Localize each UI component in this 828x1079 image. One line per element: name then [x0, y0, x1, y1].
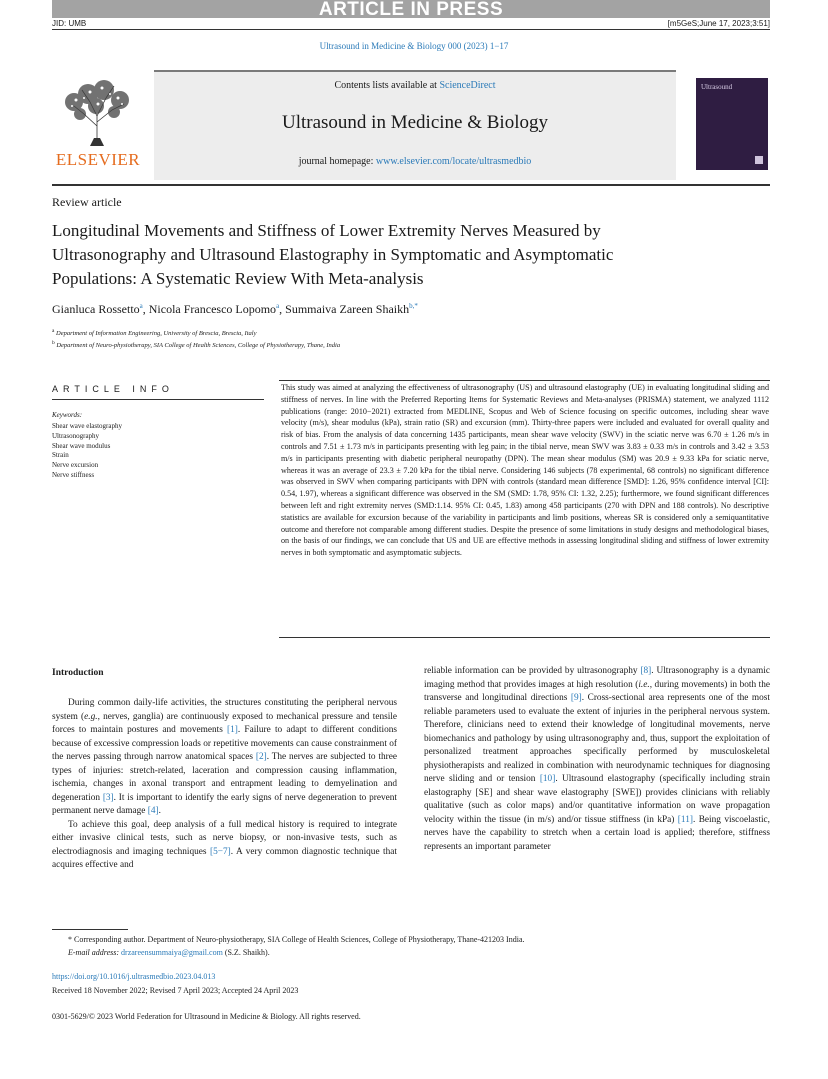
author-list — [52, 302, 418, 317]
citation-link[interactable]: [4] — [147, 806, 159, 816]
footnote-rule — [52, 929, 128, 930]
body-text: During common daily-life activities, the structures constituting the peripheral nervous system ( — [52, 698, 397, 722]
abstract-top-rule — [279, 380, 770, 381]
sciencedirect-link[interactable]: ScienceDirect — [439, 80, 496, 91]
journal-masthead — [154, 70, 676, 180]
body-column-right — [424, 665, 770, 854]
elsevier-tree-icon — [54, 76, 140, 148]
body-text: To achieve this goal, deep analysis of a full medical history is required to integrate either invasive clinical tests, such as nerve biopsy, or non-invasive tests, such as electrodiagnosis and imaging techniques — [52, 819, 397, 857]
homepage-link[interactable]: www.elsevier.com/locate/ultrasmedbio — [375, 156, 532, 167]
author-separator: , — [142, 302, 149, 316]
body-text: , during movements) in both the transverse and longitudinal directions — [424, 679, 770, 703]
citation-link[interactable]: [9] — [570, 693, 582, 703]
body-text: reliable information can be provided by ultrasonography — [424, 666, 641, 676]
body-text: e.g. — [84, 711, 98, 722]
elsevier-logo — [52, 72, 144, 172]
author-name[interactable]: Summaiva Zareen Shaikh — [285, 302, 410, 316]
body-text: . It is important to identify the early signs of nerve degeneration to prevent permanent nerve damage — [52, 792, 397, 816]
keyword-item: Strain — [52, 451, 69, 460]
author-name[interactable]: Gianluca Rossetto — [52, 302, 140, 316]
body-text: . Being viscoelastic, nerves have the capability to stretch when a certain load is applied; therefore, stiffness represents an important parameter — [424, 814, 771, 852]
keyword-item: Shear wave elastography — [52, 422, 122, 430]
article-in-press-banner: ARTICLE IN PRESS — [52, 0, 770, 18]
body-paragraph — [52, 819, 397, 873]
copyright-line: 0301-5629/© 2023 World Federation for Ultrasound in Medicine & Biology. All rights reserved. — [52, 1012, 361, 1021]
journal-id: JID: UMB — [52, 19, 87, 28]
keyword-item: Nerve stiffness — [52, 470, 95, 479]
citation-link[interactable]: [10] — [539, 774, 556, 784]
citation-link[interactable]: [11] — [677, 814, 693, 825]
author-name[interactable]: Nicola Francesco Lopomo — [148, 302, 277, 316]
citation-link[interactable]: [5−7] — [210, 846, 231, 857]
citation-link[interactable]: [2] — [255, 752, 267, 762]
cover-title: Ultrasound — [701, 83, 733, 91]
keyword-item: Shear wave modulus — [52, 441, 111, 450]
citation-link[interactable]: [1] — [227, 725, 238, 735]
body-text: , nerves, ganglia) are continuously exposed to mechanical pressure and tensile forces to maintain postures and movements — [52, 711, 397, 735]
body-text: . Ultrasonography is a dynamic imaging method that provides images at high resolution ( — [424, 666, 770, 690]
body-text: . Cross-sectional area represents one of the most reliable parameters used to evaluate the extent of injuries in the peripheral nervous system. Therefore, clinicians need to extend their knowledge of longitudinal movements, nerve biomechanics and pathology by using ultrasonography and, thus, support the exploitation of personalized treatment approaches specifically performed by musculoskeletal physiotherapists and realized in combination with neurodynamic techniques for diagnosing nerve sliding and or tension — [424, 693, 771, 784]
abstract-bottom-rule — [279, 637, 770, 638]
email-link[interactable]: drzareensummaiya@gmail.com — [121, 948, 223, 957]
email-note: E-mail address: drzareensummaiya@gmail.com (S.Z. Shaikh). — [68, 948, 270, 957]
received-dates: Received 18 November 2022; Revised 7 April 2023; Accepted 24 April 2023 — [52, 986, 299, 995]
citation-link[interactable]: [3] — [102, 792, 114, 803]
body-column-left — [52, 697, 397, 873]
body-text: i.e. — [638, 679, 650, 690]
article-info-heading: ARTICLE INFO — [52, 384, 174, 394]
body-text: . Ultrasound elastography (specifically including strain elastography [SE] and shear wave elastography [SWE]) provides clinicians with reliably qualitative (such as color maps) and/or quantitative information on wave propagation velocity within the tissue (in m/s) and/or tissue stiffness (in kPa) — [424, 774, 770, 825]
body-text: . The nerves are subjected to three types of injuries: stretch-related, laceration and compression causing inflammation, ischemia, changes in axonal transport and entrapment leading to demyelination and degeneration — [52, 752, 397, 803]
cover-emblem — [755, 156, 763, 164]
affiliation-b: $^b$ Department of Neuro-physiotherapy, SIA College of Health Sciences, College of Physiotherapy, Thane, India — [52, 340, 341, 350]
keywords-label: Keywords: — [52, 411, 83, 419]
body-text: . A very common diagnostic technique that acquires effective and — [52, 846, 397, 870]
header-divider — [52, 29, 770, 30]
journal-title: Ultrasound in Medicine & Biology — [282, 112, 548, 133]
introduction-heading: Introduction — [52, 668, 104, 678]
body-paragraph — [424, 665, 770, 854]
author-separator: , — [279, 302, 286, 316]
article-info-rule — [52, 399, 264, 400]
keyword-list — [52, 422, 122, 481]
journal-cover-thumbnail — [696, 78, 768, 170]
doi-link[interactable]: https://doi.org/10.1016/j.ultrasmedbio.2023.04.013 — [52, 972, 216, 981]
affiliation-a: $^a$ Department of Information Engineering, University of Brescia, Brescia, Italy — [52, 328, 257, 338]
elsevier-wordmark: ELSEVIER — [55, 150, 141, 169]
contents-line: Contents lists available at ScienceDirect — [334, 80, 496, 91]
author-affiliation-mark[interactable]: b,* — [409, 302, 418, 310]
body-paragraph — [52, 697, 397, 819]
abstract: This study was aimed at analyzing the effectiveness of ultrasonography (US) and ultrasound elastography (UE) in evaluating longitudinal sliding and stiffness of nerves. In line with the Preferred Reporting Items for Systematic Reviews and Meta-analyses (PRISMA) statement, we analyzed 1112 publications (range: 2010−2021) extracted from MEDLINE, Scopus and Web of Science focusing on specific outcomes, including shear wave velocity (m/s), shear modulus (kPa), strain ratio (SR) and excursion (mm). Thirty-three papers were included and evaluated for overall quality and risk of bias. From the analysis of data concerning 1435 participants, mean shear wave velocity (SWV) in the sciatic nerve was 6.70 ± 1.26 m/s in controls and 7.51 ± 1.73 m/s in participants presenting with leg pain; in the tibial nerve, mean SWV was 3.83 ± 0.33 m/s in controls and 3.42 ± 3.53 m/s in participants presenting with diabetic peripheral neuropathy (DPN). The mean shear modulus (SM) was 20.9 ± 9.33 kPa for sciatic nerve, whereas it was an average of 23.3 ± 7.20 kPa for the tibial nerve. Considering 146 subjects (78 experimental, 68 controls) no significant difference was observed in SWV when comparing participants with DPN with controls (standard mean difference [SMD]: 1.26, 95% confidence interval [CI]: 0.54, 1.97), whereas a significant difference was observed in the SM (SMD: 1.78, 95% CI: 1.32, 2.25); furthermore, we found significant differences between left and right extremity nerves (SMD:1.14. 95% CI: 0.45, 1.83) among 458 participants (270 with DPN and 188 controls). No descriptive statistics are available for excursion because of the variability in participants and limb positions, whereas SR is considered only a semiquantitative outcome and therefore not comparable among different studies. Despite the presence of some limitations in study designs and methodological biases, on the basis of our findings, we can conclude that US and UE are effective methods in assessing longitudinal sliding and stiffness of lower extremity nerves in both symptomatic and asymptomatic subjects. — [281, 383, 769, 558]
author-affiliation-mark[interactable]: a — [139, 302, 143, 310]
citation-link[interactable]: [8] — [640, 666, 652, 676]
article-title: Longitudinal Movements and Stiffness of Lower Extremity Nerves Measured by Ultrasonography and Ultrasound Elastography in Symptomatic and Asymptomatic Populations: A Systematic Review With Meta-analysis — [52, 221, 614, 288]
author-affiliation-mark[interactable]: a — [276, 302, 280, 310]
masthead-divider — [52, 184, 770, 186]
keyword-item: Ultrasonography — [52, 431, 100, 440]
corresponding-author-note: * Corresponding author. Department of Neuro-physiotherapy, SIA College of Health Sciences, College of Physiotherapy, Thane-421203 India. — [68, 935, 525, 944]
body-text: . Failure to adapt to different conditions because of excessive compression loads or repetitive movements can cause constrainment of the nerves passing through narrow anatomical spaces — [52, 725, 397, 762]
keyword-item: Nerve excursion — [52, 461, 99, 470]
body-text: . — [158, 806, 161, 816]
production-stamp: [m5GeS;June 17, 2023;3:51] — [667, 19, 770, 28]
journal-reference[interactable]: Ultrasound in Medicine & Biology 000 (2023) 1−17 — [319, 41, 509, 51]
article-type: Review article — [52, 195, 122, 209]
homepage-line: journal homepage: www.elsevier.com/locate/ultrasmedbio — [298, 156, 532, 167]
